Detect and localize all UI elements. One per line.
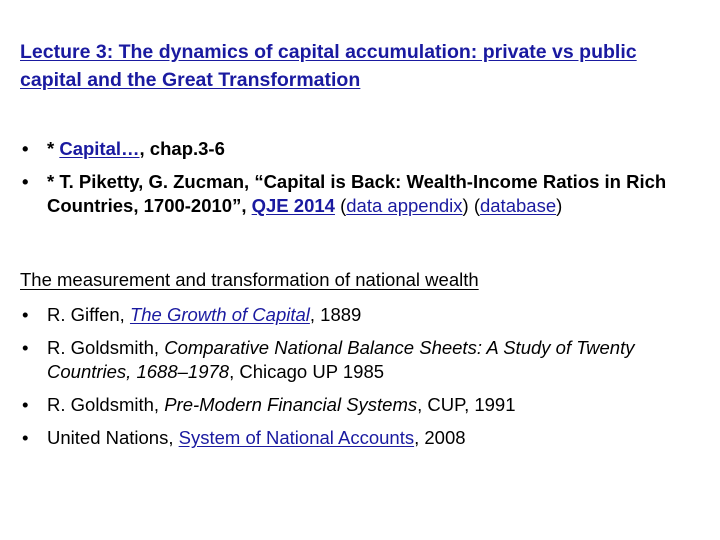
bullet-icon: •: [22, 394, 29, 415]
bullet-icon: •: [22, 171, 29, 192]
growth-of-capital-link[interactable]: The Growth of Capital: [129, 304, 310, 325]
item-suffix: , Chicago UP 1985: [229, 361, 385, 382]
item-prefix: *: [47, 138, 60, 159]
slide-title[interactable]: [20, 38, 700, 94]
bullet-icon: •: [22, 304, 29, 325]
book-title: Pre-Modern Financial Systems: [164, 394, 418, 415]
item-suffix: , 1889: [309, 304, 362, 325]
book-title: Comparative National Balance Sheets: A Study of Twenty Countries, 1688–1978: [47, 337, 635, 382]
separator: ): [556, 195, 563, 216]
list-item: [20, 426, 710, 450]
qje-2014-link[interactable]: QJE 2014: [251, 195, 335, 216]
section-heading: The measurement and transformation of national wealth: [20, 269, 479, 290]
capital-link[interactable]: Capital…: [59, 138, 140, 159]
slide-title-link[interactable]: Lecture 3: The dynamics of capital accumulation: private vs public capital and the Great Transformation: [20, 41, 637, 91]
item-suffix: , CUP, 1991: [417, 394, 516, 415]
reading-list-wealth: [20, 303, 710, 459]
reading-list-primary: [20, 137, 710, 227]
item-suffix: , chap.3-6: [139, 138, 225, 159]
item-prefix: R. Goldsmith,: [47, 394, 165, 415]
database-link[interactable]: database: [479, 195, 557, 216]
item-prefix: R. Giffen,: [47, 304, 130, 325]
list-item: [20, 336, 710, 384]
bullet-icon: •: [22, 337, 29, 358]
list-item: [20, 303, 710, 327]
item-suffix: , 2008: [414, 427, 466, 448]
bullet-icon: •: [22, 427, 29, 448]
item-prefix: United Nations,: [47, 427, 179, 448]
system-of-national-accounts-link[interactable]: System of National Accounts: [178, 427, 415, 448]
list-item: [20, 170, 710, 218]
data-appendix-link[interactable]: data appendix: [346, 195, 463, 216]
separator: (: [334, 195, 347, 216]
bullet-icon: •: [22, 138, 29, 159]
list-item: [20, 393, 710, 417]
list-item: [20, 137, 710, 161]
item-text: * T. Piketty, G. Zucman, “Capital is Back: Wealth-Income Ratios in Rich Countries, 1700-2010”,: [47, 171, 667, 216]
item-prefix: R. Goldsmith,: [47, 337, 165, 358]
separator: ) (: [462, 195, 480, 216]
